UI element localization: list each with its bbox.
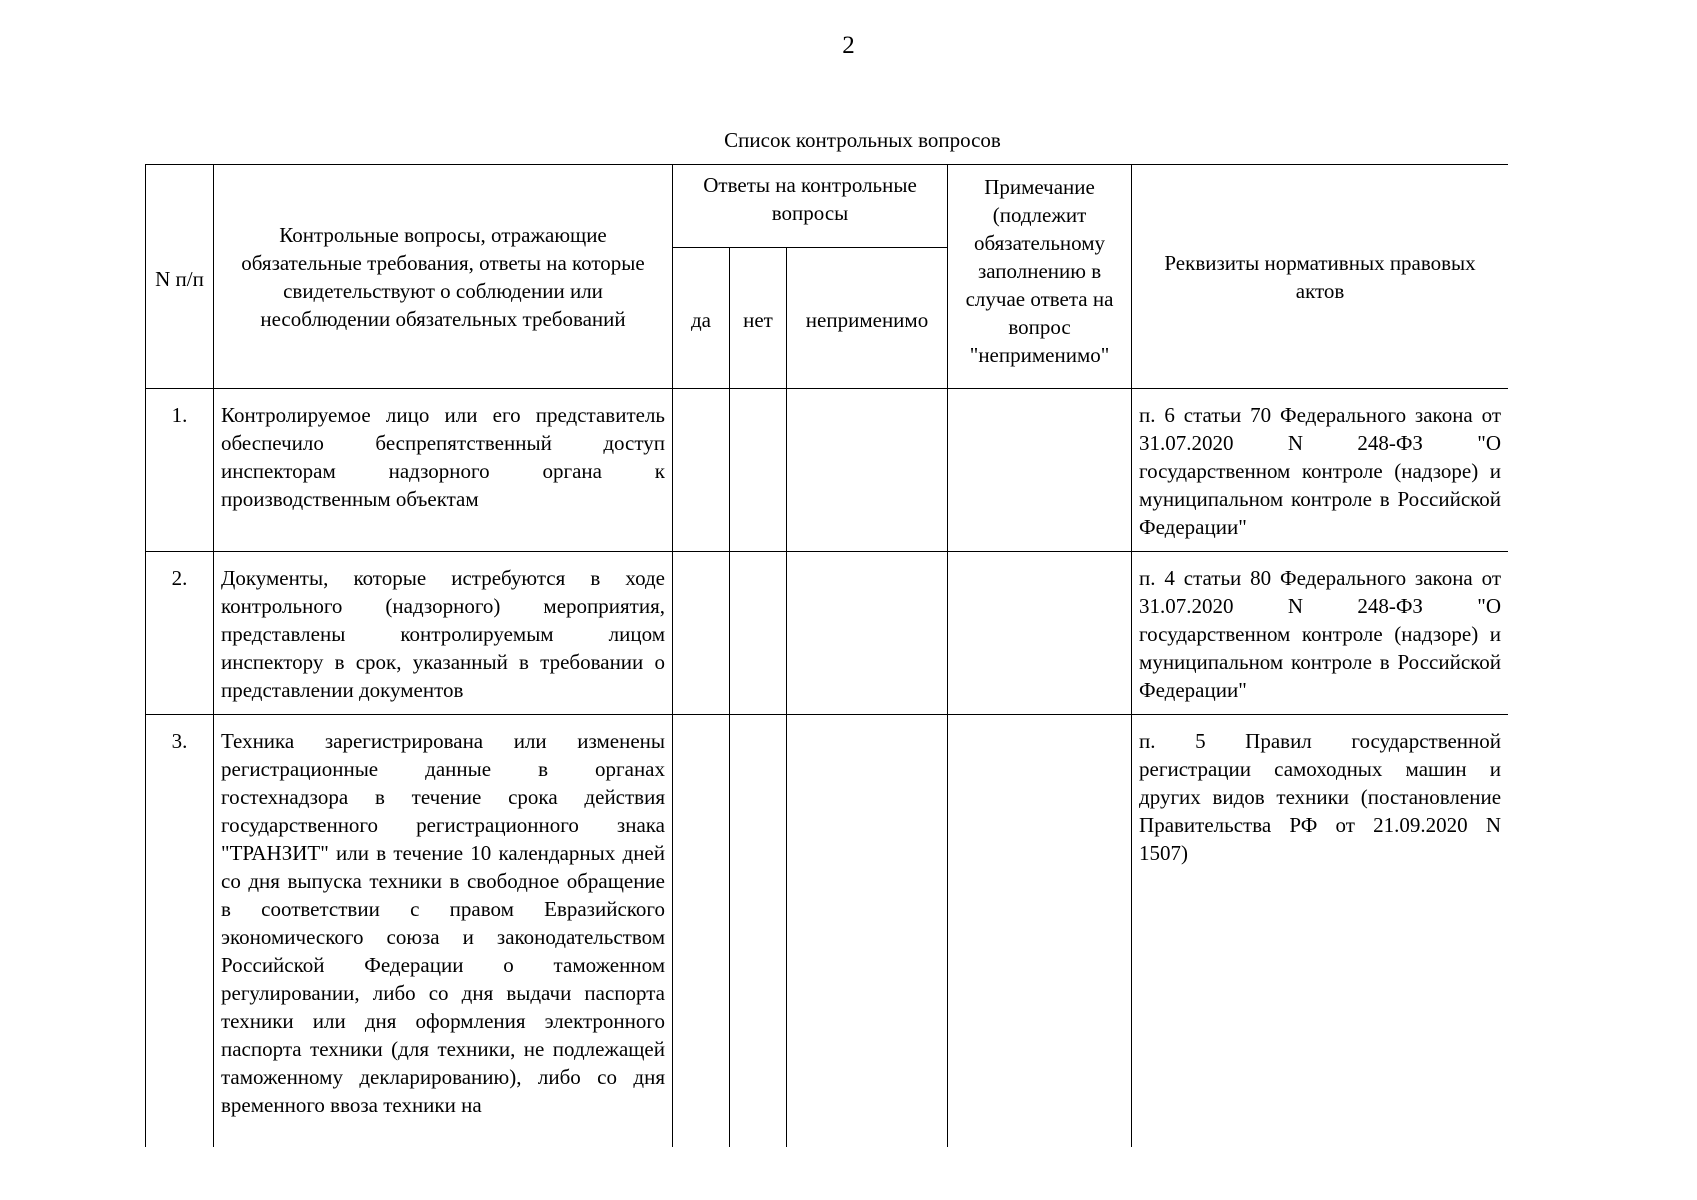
note-cell[interactable]: [948, 715, 1132, 1148]
answer-no-cell[interactable]: [730, 715, 787, 1148]
row-question: Контролируемое лицо или его представитель обеспечило беспрепятственный доступ инспекторам надзорного органа к производственным объектам: [214, 389, 673, 552]
table-row: [146, 552, 1509, 715]
answer-not-applicable-cell[interactable]: [787, 552, 948, 715]
header-question: Контрольные вопросы, отражающие обязательные требования, ответы на которые свидетельствуют о соблюдении или несоблюдении обязательных требований: [214, 165, 673, 389]
answer-not-applicable-cell[interactable]: [787, 389, 948, 552]
table-row: [146, 389, 1509, 552]
answer-yes-cell[interactable]: [673, 552, 730, 715]
row-number: 1.: [146, 389, 214, 552]
table-row: [146, 715, 1509, 1148]
list-title: Список контрольных вопросов: [724, 128, 1001, 152]
checklist-table-wrapper: [145, 164, 1508, 1147]
note-cell[interactable]: [948, 552, 1132, 715]
row-question: Техника зарегистрирована или изменены регистрационные данные в органах гостехнадзора в течение срока действия государственного регистрационного знака "ТРАНЗИТ" или в течение 10 календарных дней со дня выпуска техники в свободное обращение в соответствии с правом Евразийского экономического союза и законодательством Российской Федерации о таможенном регулировании, либо со дня выдачи паспорта техники или дня оформления электронного паспорта техники (для техники, не подлежащей таможенному декларированию), либо со дня временного ввоза техники на: [214, 715, 673, 1148]
row-requisites: п. 5 Правил государственной регистрации самоходных машин и других видов техники (постановление Правительства РФ от 21.09.2020 N 1507): [1132, 715, 1508, 1148]
header-yes: да: [673, 248, 730, 389]
answer-not-applicable-cell[interactable]: [787, 715, 948, 1148]
note-cell[interactable]: [948, 389, 1132, 552]
answer-yes-cell[interactable]: [673, 715, 730, 1148]
page-number: 2: [842, 32, 855, 59]
header-requisites: Реквизиты нормативных правовых актов: [1132, 165, 1508, 389]
row-question: Документы, которые истребуются в ходе контрольного (надзорного) мероприятия, представлены контролируемым лицом инспектору в срок, указанный в требовании о представлении документов: [214, 552, 673, 715]
checklist-table: [145, 164, 1508, 1147]
header-not-applicable: неприменимо: [787, 248, 948, 389]
answer-no-cell[interactable]: [730, 389, 787, 552]
row-number: 3.: [146, 715, 214, 1148]
answer-no-cell[interactable]: [730, 552, 787, 715]
header-no: нет: [730, 248, 787, 389]
header-number: N п/п: [146, 165, 214, 389]
row-requisites: п. 6 статьи 70 Федерального закона от 31.07.2020 N 248-ФЗ "О государственном контроле (надзоре) и муниципальном контроле в Российской Федерации": [1132, 389, 1508, 552]
row-number: 2.: [146, 552, 214, 715]
answer-yes-cell[interactable]: [673, 389, 730, 552]
header-answers: Ответы на контрольные вопросы: [673, 165, 948, 248]
row-requisites: п. 4 статьи 80 Федерального закона от 31.07.2020 N 248-ФЗ "О государственном контроле (надзоре) и муниципальном контроле в Российской Федерации": [1132, 552, 1508, 715]
header-note: Примечание (подлежит обязательному заполнению в случае ответа на вопрос "неприменимо": [948, 165, 1132, 389]
